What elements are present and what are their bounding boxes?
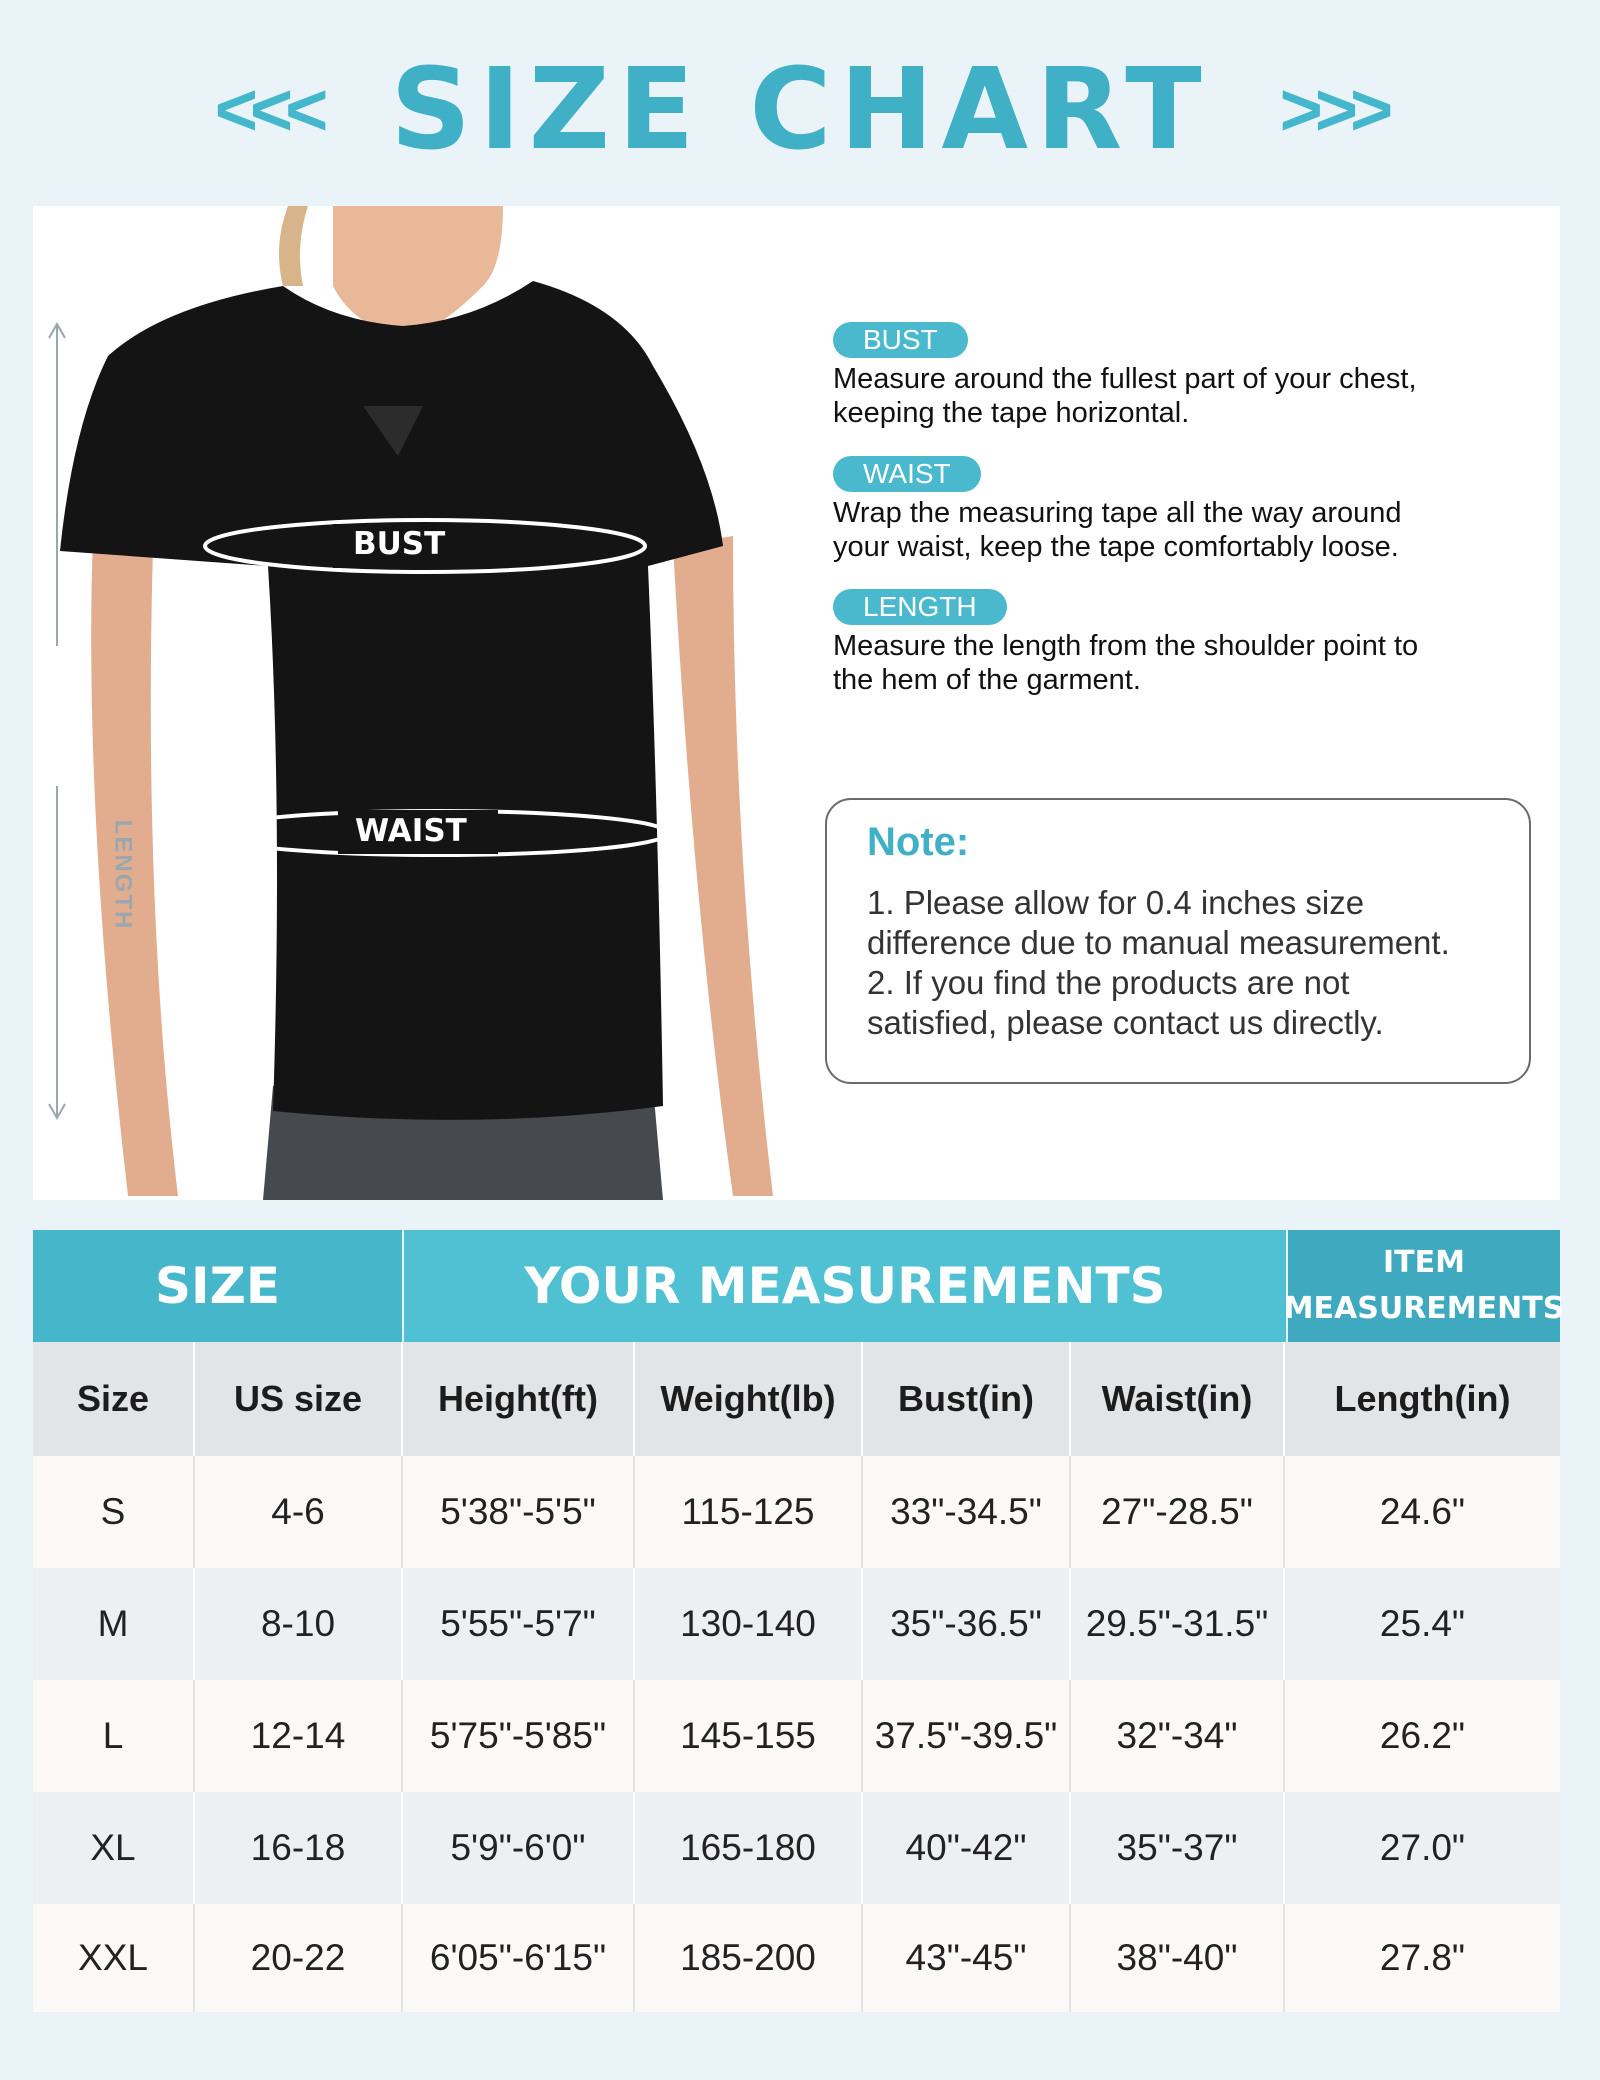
- item-header-line: MEASUREMENTS: [1283, 1291, 1565, 1326]
- table-cell: 20-22: [195, 1904, 403, 2012]
- note-line: 2. If you find the products are not: [867, 964, 1350, 1001]
- waist-tape-label: WAIST: [355, 813, 467, 849]
- column-header: Waist(in): [1071, 1342, 1285, 1456]
- column-header: Bust(in): [863, 1342, 1071, 1456]
- table-cell: 40"-42": [863, 1792, 1071, 1904]
- table-cell: 27"-28.5": [1071, 1456, 1285, 1568]
- table-cell: 145-155: [635, 1680, 863, 1792]
- table-cell: 6'05"-6'15": [403, 1904, 635, 2012]
- table-row: [33, 1568, 1560, 1680]
- table-cell: 12-14: [195, 1680, 403, 1792]
- table-cell: 27.8": [1379, 1937, 1466, 1978]
- table-cell: 37.5"-39.5": [863, 1680, 1071, 1792]
- item-measurements-group-header: [1283, 1230, 1565, 1342]
- bust-guide: [833, 322, 1553, 430]
- left-chevrons-icon: <<<: [214, 68, 321, 151]
- measurement-guide-panel: [33, 206, 1560, 1200]
- bust-description-line: keeping the tape horizontal.: [833, 397, 1190, 429]
- waist-pill: WAIST: [833, 456, 981, 492]
- table-cell: M: [33, 1568, 195, 1680]
- table-cell: XXL: [33, 1904, 195, 2012]
- bust-description-line: Measure around the fullest part of your chest,: [833, 363, 1417, 395]
- column-header: Length(in): [1334, 1378, 1511, 1419]
- table-cell: 165-180: [635, 1792, 863, 1904]
- length-description-line: the hem of the garment.: [833, 664, 1141, 696]
- table-cell: 35"-37": [1071, 1792, 1285, 1904]
- length-pill: LENGTH: [833, 589, 1007, 625]
- table-cell: 29.5"-31.5": [1071, 1568, 1285, 1680]
- table-cell: 33"-34.5": [863, 1456, 1071, 1568]
- table-cell: 5'9"-6'0": [403, 1792, 635, 1904]
- note-box: [825, 798, 1531, 1084]
- table-cell: L: [33, 1680, 195, 1792]
- size-group-header: SIZE: [33, 1230, 402, 1342]
- bust-tape-label: BUST: [353, 526, 446, 562]
- waist-guide: [833, 456, 1553, 564]
- note-title: Note:: [867, 820, 970, 864]
- table-cell: 8-10: [195, 1568, 403, 1680]
- column-header: Weight(lb): [635, 1342, 863, 1456]
- column-header: Height(ft): [403, 1342, 635, 1456]
- table-cell: 5'75"-5'85": [403, 1680, 635, 1792]
- waist-description-line: your waist, keep the tape comfortably loose.: [833, 531, 1399, 563]
- model-image: [33, 206, 793, 1200]
- right-chevrons-icon: >>>: [1279, 68, 1386, 151]
- item-header-line: ITEM: [1383, 1245, 1465, 1280]
- column-header: Size: [33, 1342, 195, 1456]
- table-cell: 5'55"-5'7": [403, 1568, 635, 1680]
- table-cell: 35"-36.5": [863, 1568, 1071, 1680]
- table-row: [33, 1680, 1560, 1792]
- table-cell: 16-18: [195, 1792, 403, 1904]
- page-title: SIZE CHART: [390, 45, 1210, 175]
- length-guide: [833, 589, 1553, 697]
- table-cell: 38"-40": [1071, 1904, 1285, 2012]
- table-row: [33, 1904, 1560, 2012]
- length-axis-label: LENGTH: [109, 819, 137, 931]
- length-description-line: Measure the length from the shoulder point to: [833, 630, 1419, 662]
- table-cell: 26.2": [1379, 1715, 1466, 1756]
- note-line: difference due to manual measurement.: [867, 924, 1450, 961]
- table-cell: 130-140: [635, 1568, 863, 1680]
- table-cell: S: [33, 1456, 195, 1568]
- note-line: satisfied, please contact us directly.: [867, 1004, 1384, 1041]
- table-cell: XL: [33, 1792, 195, 1904]
- column-header: US size: [195, 1342, 403, 1456]
- table-cell: 32"-34": [1071, 1680, 1285, 1792]
- table-cell: 24.6": [1379, 1491, 1466, 1532]
- your-measurements-group-header: YOUR MEASUREMENTS: [404, 1230, 1286, 1342]
- bust-pill: BUST: [833, 322, 968, 358]
- table-row: [33, 1456, 1560, 1568]
- table-cell: 25.4": [1379, 1603, 1466, 1644]
- table-cell: 185-200: [635, 1904, 863, 2012]
- size-table: [33, 1230, 1565, 2012]
- table-cell: 27.0": [1379, 1827, 1466, 1868]
- waist-description-line: Wrap the measuring tape all the way around: [833, 497, 1402, 529]
- table-cell: 43"-45": [863, 1904, 1071, 2012]
- size-chart-header: [0, 40, 1600, 180]
- note-line: 1. Please allow for 0.4 inches size: [867, 884, 1365, 921]
- column-header-row: [33, 1342, 1560, 1456]
- table-cell: 4-6: [195, 1456, 403, 1568]
- table-row: [33, 1792, 1560, 1904]
- table-cell: 5'38"-5'5": [403, 1456, 635, 1568]
- table-cell: 115-125: [635, 1456, 863, 1568]
- model-shirt-illustration: [33, 206, 793, 1200]
